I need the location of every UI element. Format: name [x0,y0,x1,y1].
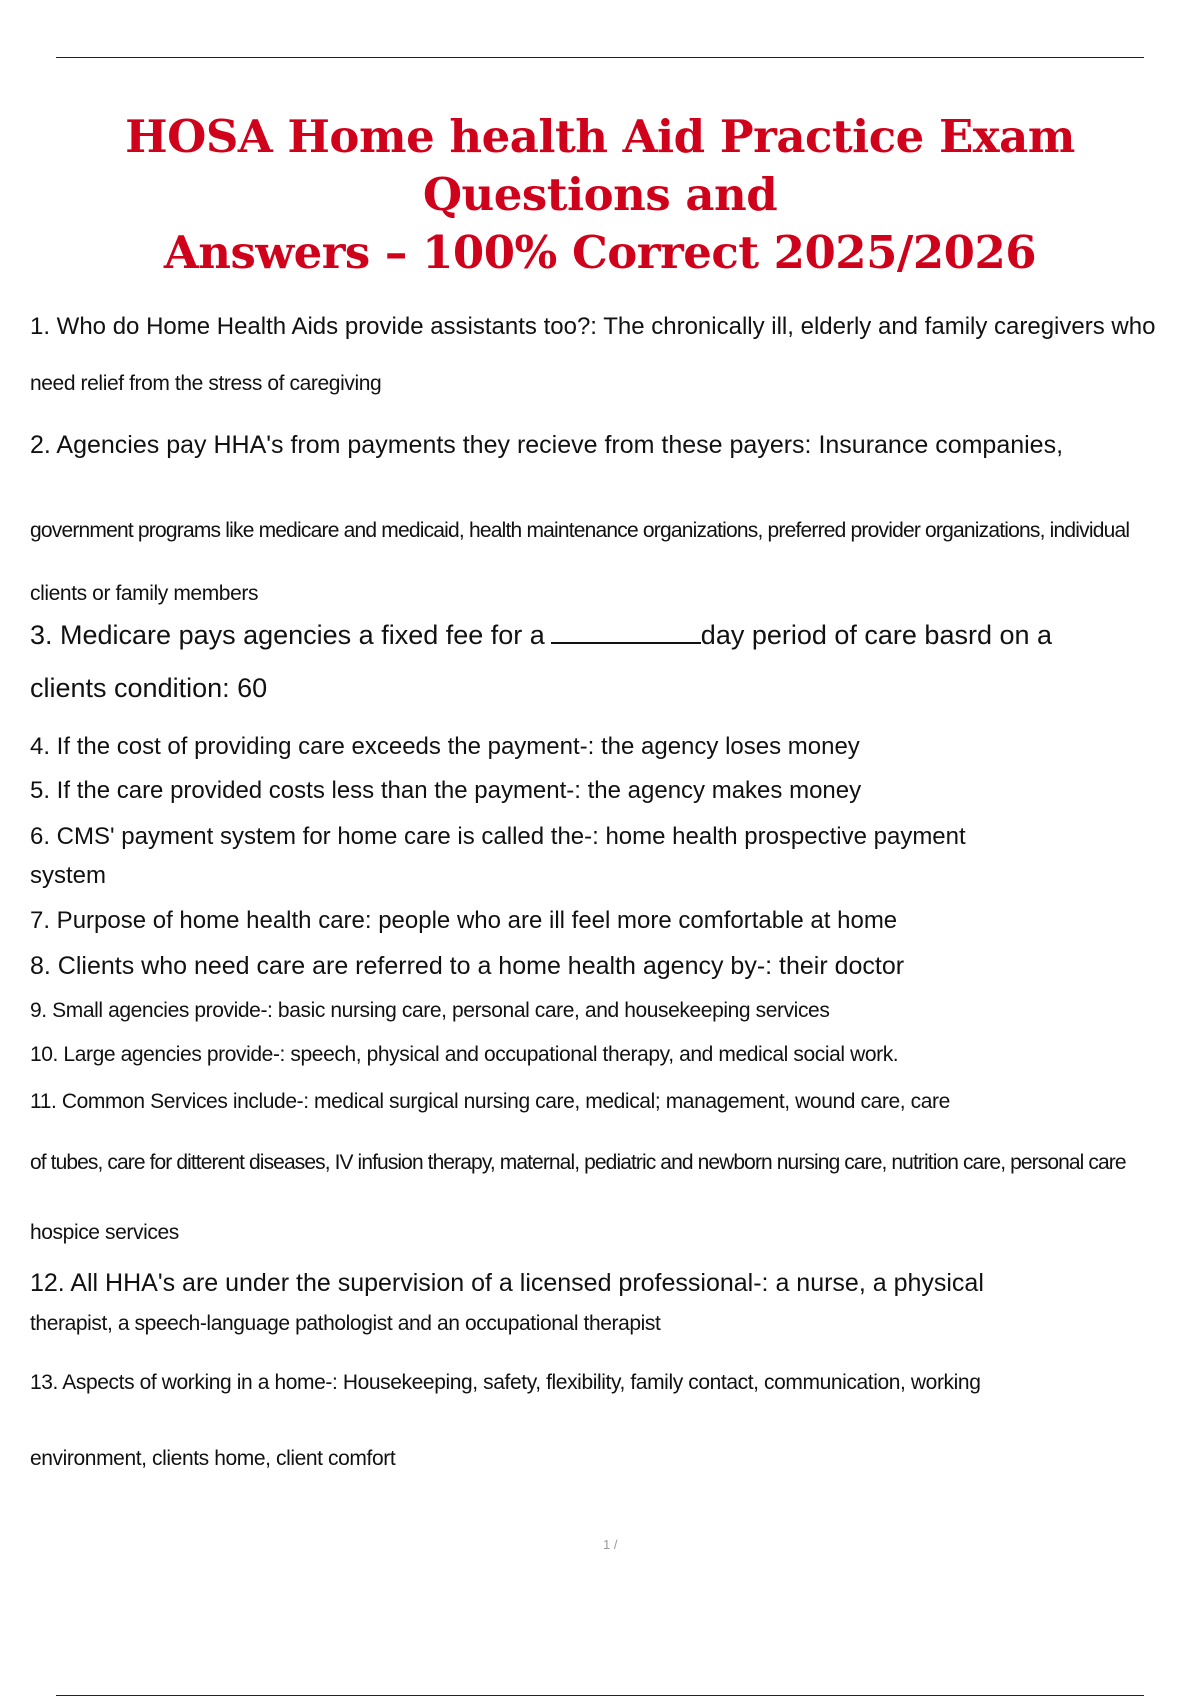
question-11-line-2: of tubes, care for ditterent diseases, IV infusion therapy, maternal, pediatric and newborn nursing care, nutrition care, personal care [30,1151,1126,1174]
question-1-line-1: 1. Who do Home Health Aids provide assistants too?: The chronically ill, elderly and family caregivers who [30,313,1156,340]
question-8: 8. Clients who need care are referred to a home health agency by-: their doctor [30,952,905,980]
question-6-line-1: 6. CMS' payment system for home care is called the-: home health prospective payment [30,823,966,850]
question-4: 4. If the cost of providing care exceeds the payment-: the agency loses money [30,733,860,760]
question-5: 5. If the care provided costs less than the payment-: the agency makes money [30,777,862,804]
question-12-line-1: 12. All HHA's are under the supervision of a licensed professional-: a nurse, a physical [30,1269,984,1297]
title-line-1: HOSA Home health Aid Practice Exam Questions and [125,110,1075,221]
question-7: 7. Purpose of home health care: people who are ill feel more comfortable at home [30,907,898,934]
question-3-text-b: day period of care basrd on a [700,620,1053,650]
question-9: 9. Small agencies provide-: basic nursing care, personal care, and housekeeping services [30,999,830,1022]
question-6-line-2: system [30,862,107,889]
question-13-line-2: environment, clients home, client comfort [30,1447,396,1470]
answer-blank [551,620,701,644]
question-1-line-2: need relief from the stress of caregiving [30,372,382,395]
question-10: 10. Large agencies provide-: speech, physical and occupational therapy, and medical social work. [30,1043,899,1066]
question-11-line-1: 11. Common Services include-: medical surgical nursing care, medical; management, wound care, care [30,1090,950,1113]
top-rule [56,57,1144,58]
question-2-line-1: 2. Agencies pay HHA's from payments they recieve from these payers: Insurance companies, [30,431,1064,459]
document-title [20,108,1180,282]
bottom-rule [56,1695,1144,1696]
title-line-2: Answers – 100% Correct 2025/2026 [163,226,1037,279]
question-2-line-2: government programs like medicare and medicaid, health maintenance organizations, preferred provider organizations, individual [30,519,1130,542]
question-13-line-1: 13. Aspects of working in a home-: Housekeeping, safety, flexibility, family contact, communication, working [30,1371,981,1394]
question-12-line-2: therapist, a speech-language pathologist and an occupational therapist [30,1312,661,1335]
page-number: 1 / [603,1537,618,1552]
question-3-line-1 [30,620,1052,650]
question-3-text-a: 3. Medicare pays agencies a fixed fee for a [30,620,545,650]
question-2-line-3: clients or family members [30,582,259,605]
question-11-line-3: hospice services [30,1221,179,1244]
question-3-line-2: clients condition: 60 [30,673,268,703]
